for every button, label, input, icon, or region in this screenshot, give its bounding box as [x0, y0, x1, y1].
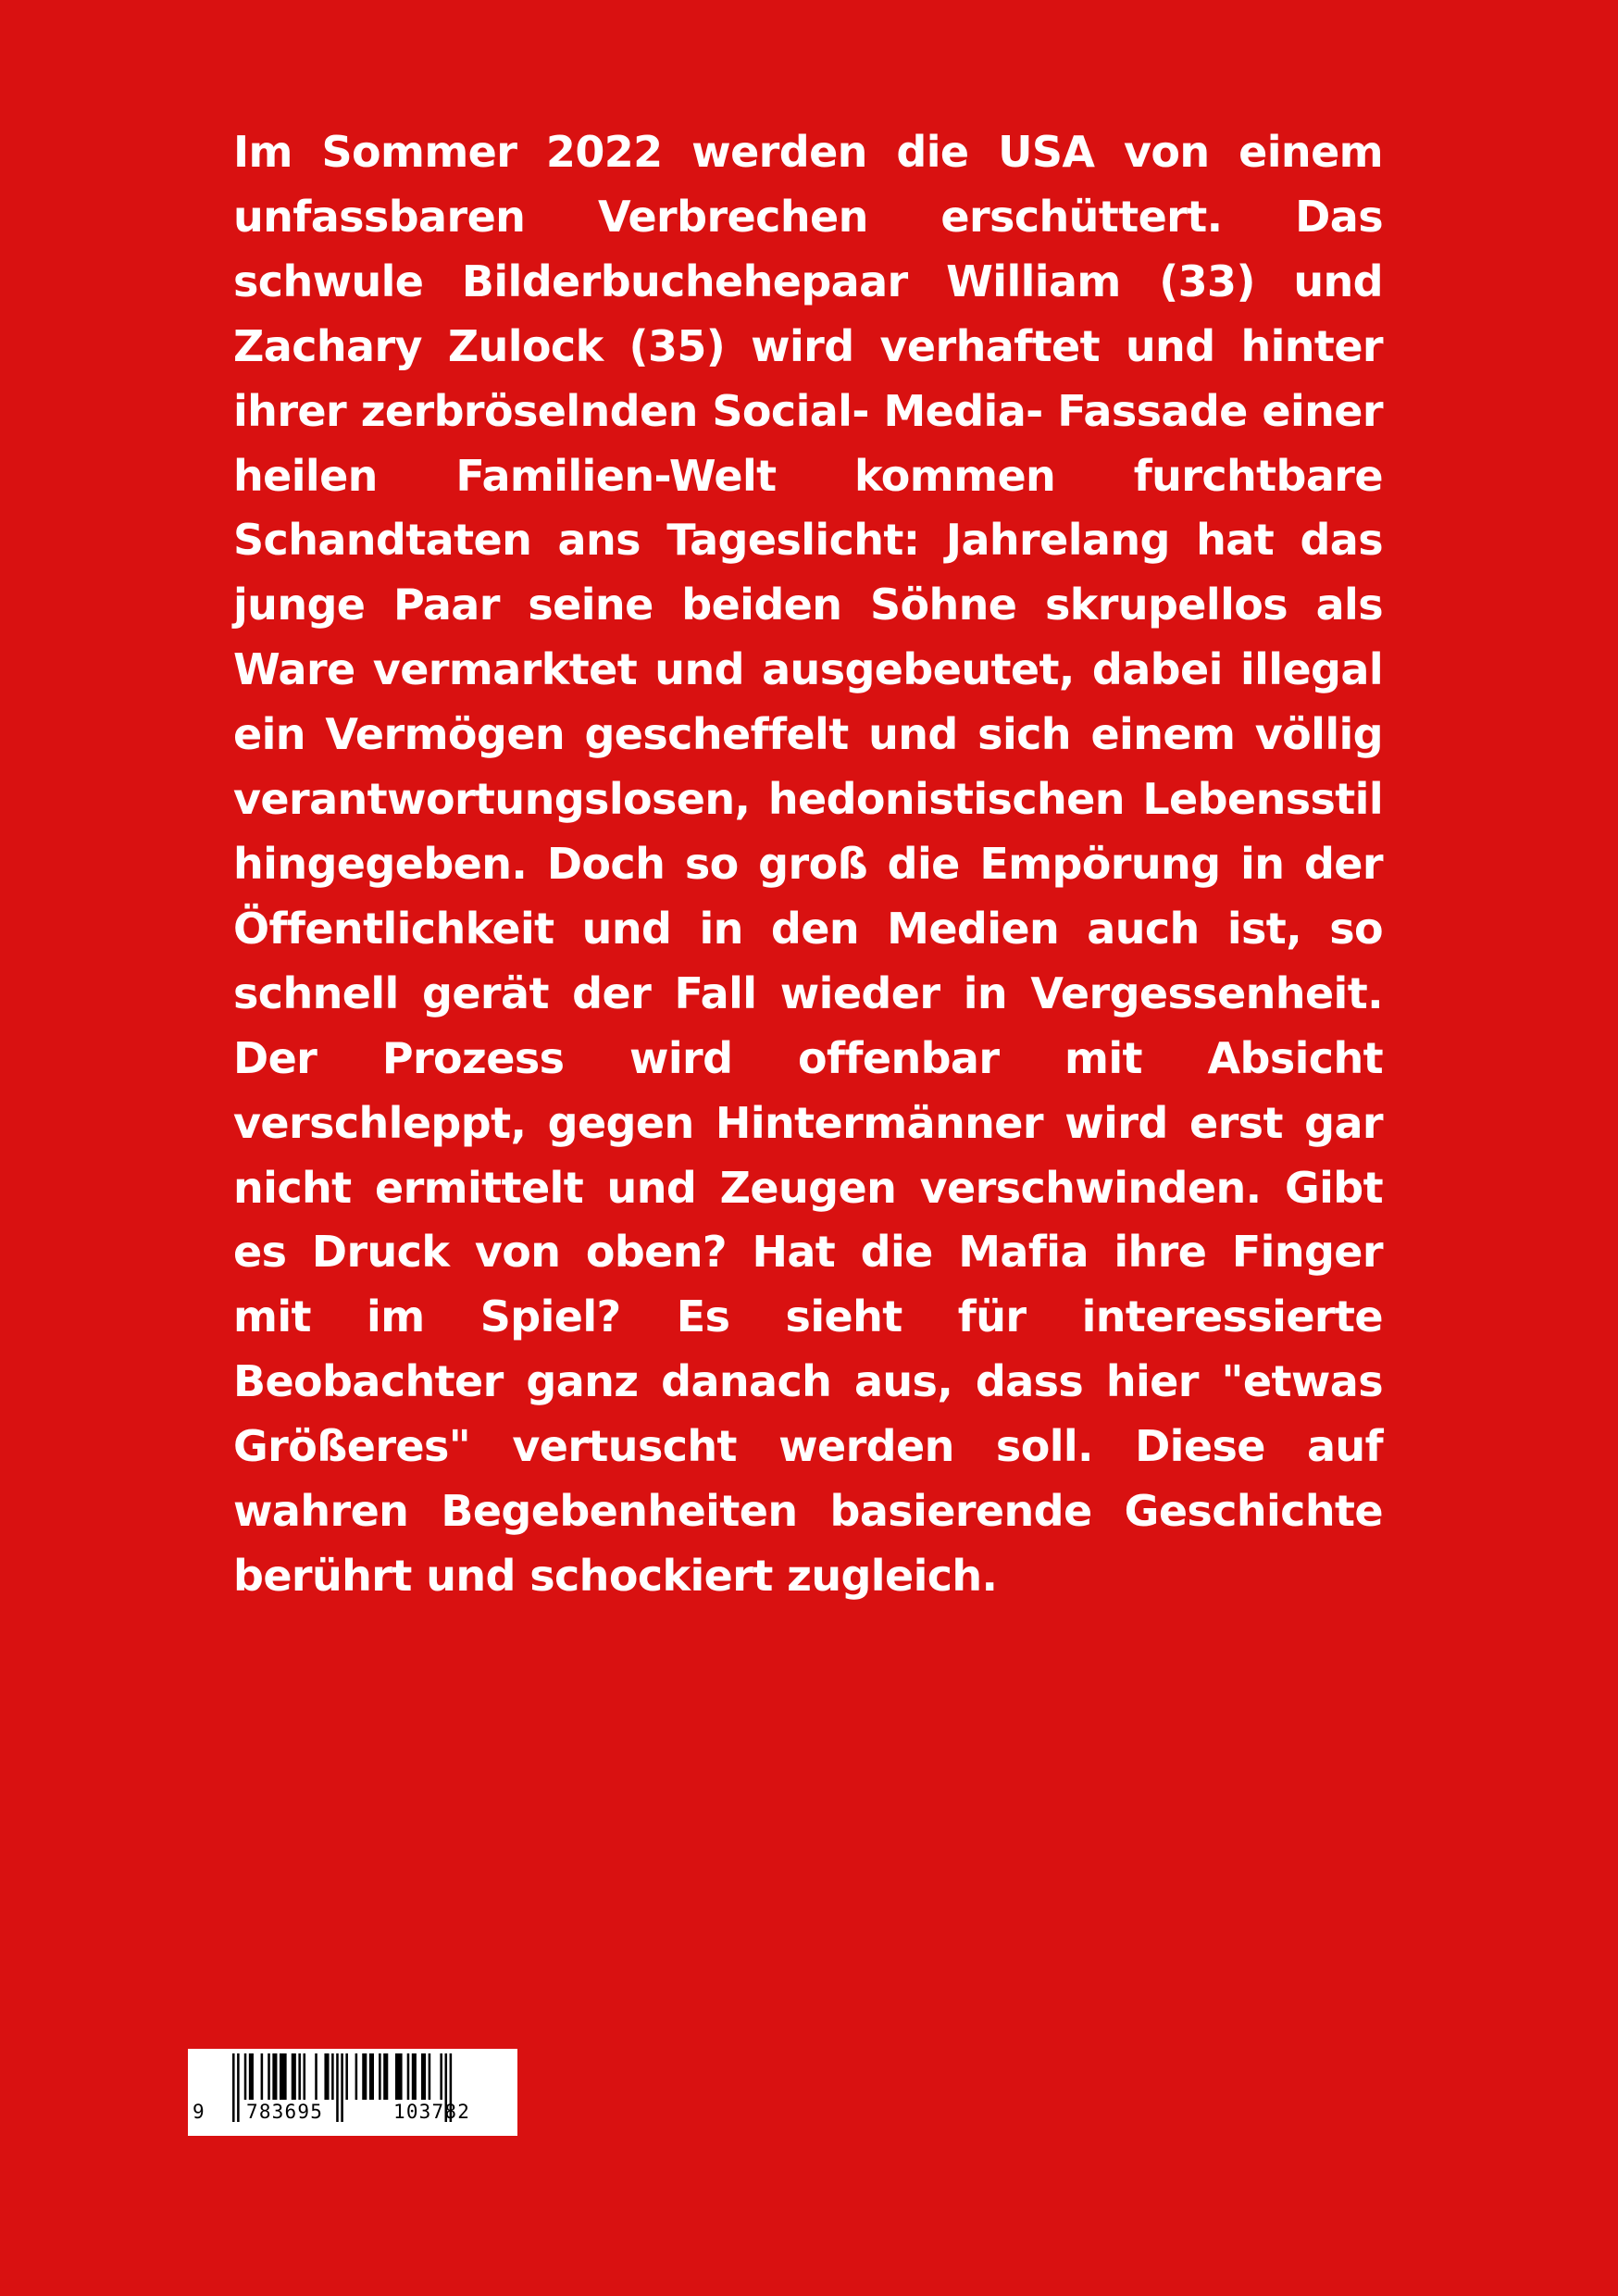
barcode-bar [268, 2053, 270, 2100]
barcode-bar [355, 2053, 358, 2100]
barcode-bar [298, 2053, 301, 2100]
barcode-digits-left: 783695 [246, 2101, 324, 2123]
barcode-bar [362, 2053, 367, 2100]
barcode-bar [237, 2053, 240, 2122]
barcode-digits-right: 103782 [393, 2101, 471, 2123]
barcode-bar [232, 2053, 235, 2122]
barcode-bar [429, 2053, 431, 2100]
barcode-bar [272, 2053, 277, 2100]
barcode-bar [379, 2053, 381, 2100]
blurb-text: Im Sommer 2022 werden die USA von einem unfassbaren Verbrechen erschüttert. Das schwule Bilderbuchehepaar William (33) und Zachary Zulock (35) wird verhaftet und hinter ihrer zerbröselnden Social- Media- Fassade einer heilen Familien-Welt kommen furchtbare Schandtaten ans Tageslicht: Jahrelang hat das junge Paar seine beiden Söhne skrupellos als Ware vermarktet und ausgebeutet, dabei illegal ein Vermögen gescheffelt und sich einem völlig verantwortungslosen, hedonistischen Lebensstil hingegeben. Doch so groß die Empörung in der Öffentlichkeit und in den Medien auch ist, so schnell gerät der Fall wieder in Vergessenheit. Der Prozess wird offenbar mit Absicht verschleppt, gegen Hintermänner wird erst gar nicht ermittelt und Zeugen verschwinden. Gibt es Druck von oben? Hat die Mafia ihre Finger mit im Spiel? Es sieht für interessierte Beobachter ganz danach aus, dass hier "etwas Größeres" vertuscht werden soll. Diese auf wahren Begebenheiten basierende Geschichte berührt und schockiert zugleich. [233, 127, 1383, 1601]
barcode-bar [244, 2053, 247, 2100]
barcode-bar [324, 2053, 329, 2100]
barcode-bar [315, 2053, 317, 2100]
barcode-bar [345, 2053, 348, 2100]
barcode-bar [249, 2053, 254, 2100]
barcode-bar [261, 2053, 264, 2100]
barcode-bar [412, 2053, 417, 2100]
barcode-bar [369, 2053, 374, 2100]
barcode-bar [331, 2053, 334, 2100]
barcode-bar [341, 2053, 343, 2122]
barcode-bar [304, 2053, 306, 2100]
barcode-bar [440, 2053, 442, 2100]
barcode-bar [280, 2053, 287, 2100]
barcode-bar [292, 2053, 296, 2100]
barcode-bar [407, 2053, 410, 2100]
barcode-bar [395, 2053, 403, 2100]
barcode-bar [383, 2053, 388, 2100]
barcode-bar [336, 2053, 339, 2122]
barcode-digit-first: 9 [193, 2101, 205, 2123]
isbn-barcode [188, 2049, 517, 2136]
barcode-bar [421, 2053, 426, 2100]
